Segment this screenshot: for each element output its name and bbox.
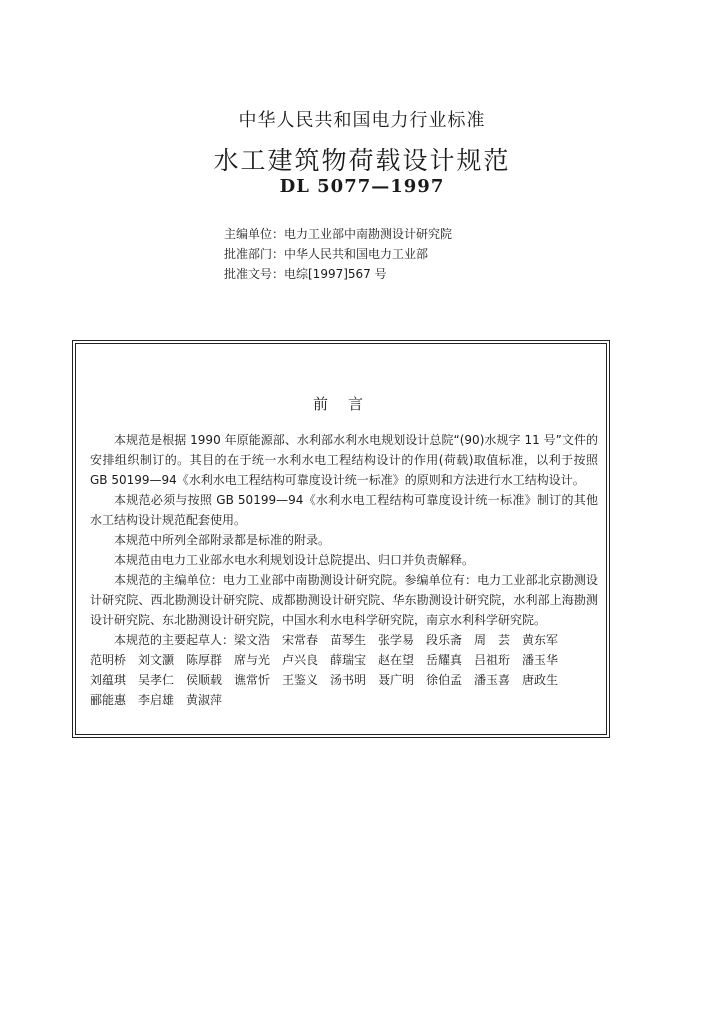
- drafters-line: 本规范的主要起草人：梁文浩 宋常春 苗琴生 张学易 段乐斋 周 芸 黄东军: [114, 633, 559, 647]
- preface-frame: [72, 340, 610, 738]
- preface-paragraph: 本规范的主编单位：电力工业部中南勘测设计研究院。参编单位有：电力工业部北京勘测设计研究院、西北勘测设计研究院、成都勘测设计研究院、华东勘测设计研究院，水利部上海勘测设计研究院、东北勘测设计研究院，中国水利水电科学研究院，南京水利科学研究院。: [90, 573, 598, 627]
- publication-info: [224, 224, 452, 284]
- approving-department: 批准部门：中华人民共和国电力工业部: [224, 247, 429, 261]
- document-title: 水工建筑物荷载设计规范: [213, 146, 511, 175]
- preface-paragraph: 本规范必须与按照 GB 50199—94《水利水电工程结构可靠度设计统一标准》制订的其他水工结构设计规范配套使用。: [90, 493, 598, 527]
- editor-unit: 主编单位：电力工业部中南勘测设计研究院: [224, 227, 453, 241]
- preface-paragraph: 本规范由电力工业部水电水利规划设计总院提出、归口并负责解释。: [114, 553, 475, 567]
- approval-document-number: 批准文号：电综[1997]567 号: [224, 267, 387, 281]
- preface-paragraph: 本规范中所列全部附录都是标准的附录。: [114, 533, 331, 547]
- standard-code: DL 5077—1997: [279, 176, 445, 197]
- drafters-line: 郦能惠 李启雄 黄淑萍: [90, 693, 223, 707]
- preface-inner-border: [75, 343, 607, 735]
- drafters-line: 范明桥 刘文灏 陈厚群 席与光 卢兴良 薛瑞宝 赵在望 岳耀真 吕祖珩 潘玉华: [90, 653, 559, 667]
- preface-body: [90, 430, 598, 710]
- preface-title: 前言: [312, 395, 383, 413]
- preface-paragraph: 本规范是根据 1990 年原能源部、水利部水利水电规划设计总院“(90)水规字 11 号”文件的安排组织制订的。其目的在于统一水利水电工程结构设计的作用(荷载)取值标准，以利于按照 GB 50199—94《水利水电工程结构可靠度设计统一标准》的原则和方法进行水工结构设计。: [90, 433, 598, 487]
- drafters-line: 刘蕴琪 吴孝仁 侯顺载 谯常忻 王鉴义 汤书明 聂广明 徐伯孟 潘玉喜 唐政生: [90, 673, 559, 687]
- standard-category-title: 中华人民共和国电力行业标准: [238, 110, 486, 131]
